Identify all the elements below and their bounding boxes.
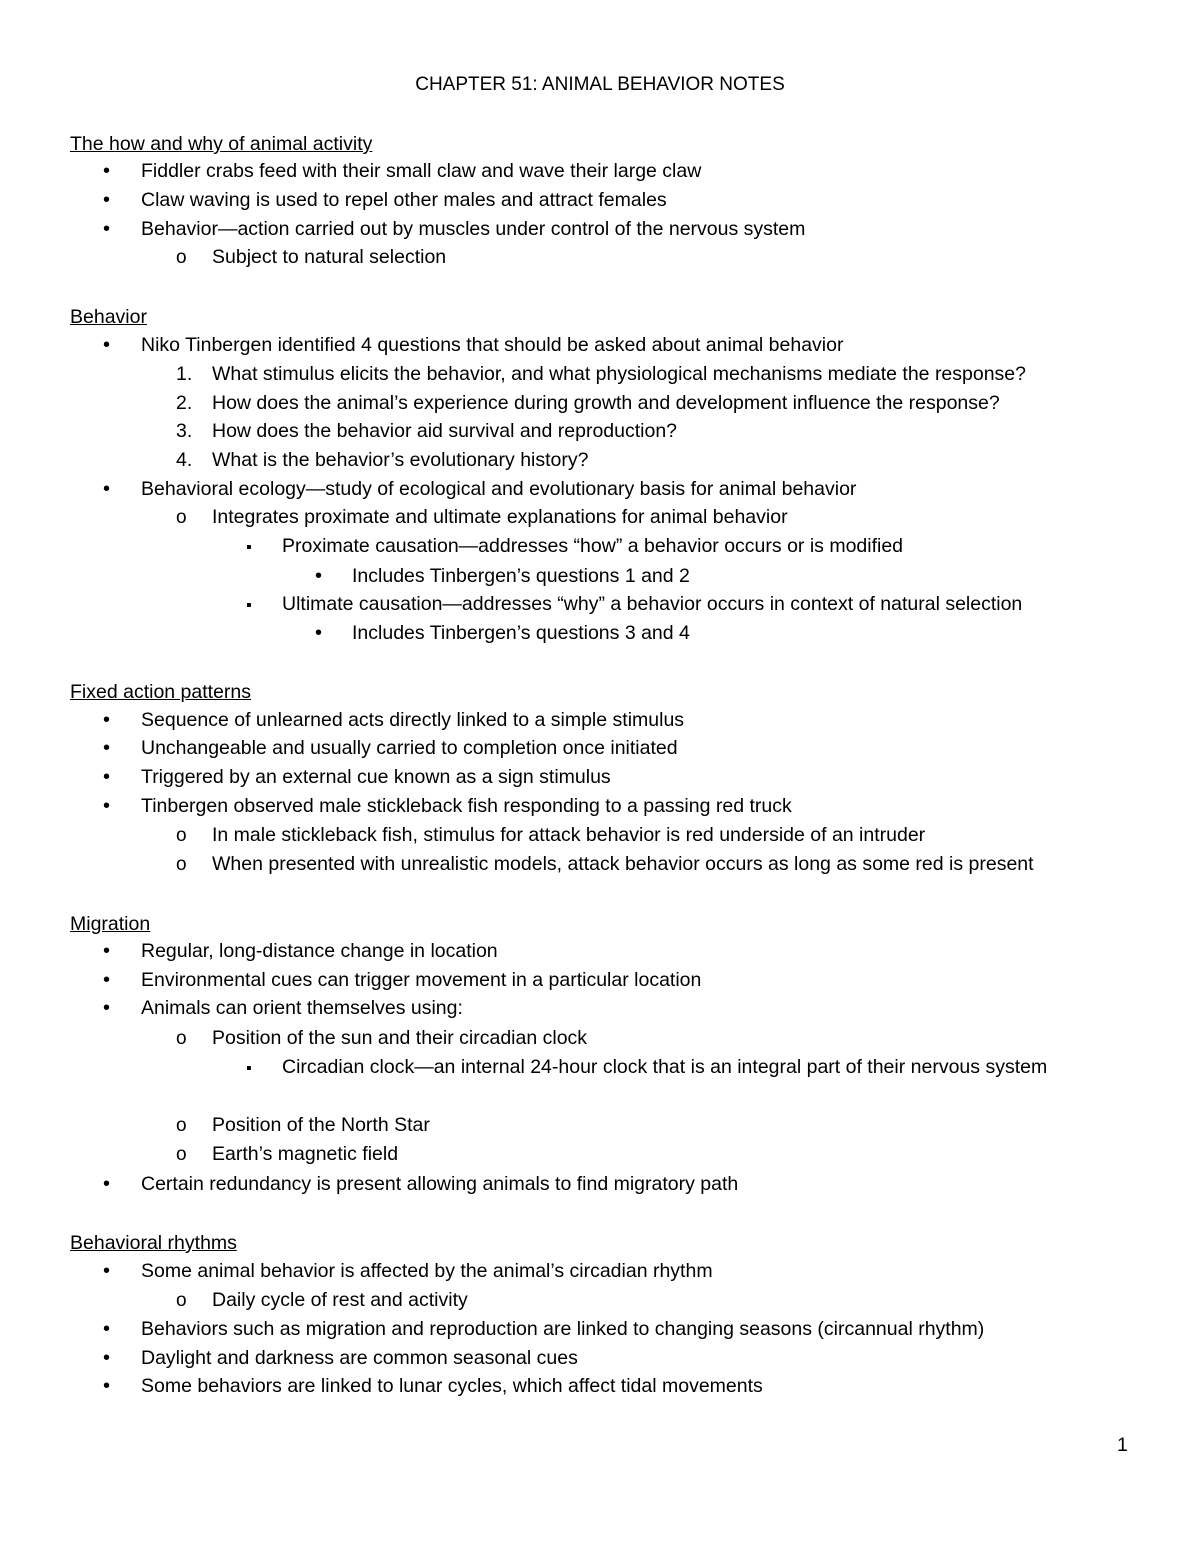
document-page: CHAPTER 51: ANIMAL BEHAVIOR NOTES The how and why of animal activity • Fiddler crabs feed with their small claw and wave their large claw • Claw waving is used to repel other males and attract females • Behavior—action carried out by muscles under control of the nervous system o Subject to natural selection Behavior • Niko Tinbergen identified 4 questions that should be asked about animal behavior 1. What stimulus elicits the behavior, and what physiological mechanisms mediate the response? 2. How does the animal’s experience during growth and development influence the response? 3. How does the behavior aid survival and reproduction? 4. What is the behavior’s evolutionary history? • Behavioral ecology—study of ecological and evolutionary basis for animal behavior o Integrates proximate and ultimate explanations for animal behavior ▪ Proximate causation—addresses “how” a behavior occurs or is modified • Includes Tinbergen’s questions 1 and 2 ▪ Ultimate causation—addresses “why” a behavior occurs in context of natural selection • Includes Tinbergen’s questions 3 and 4 Fixed action patterns • Sequence of unlearned acts directly linked to a simple stimulus • Unchangeable and usually carried to completion once initiated • Triggered by an external cue known as a sign stimulus • Tinbergen observed male stickleback fish responding to a passing red truck o In male stickleback fish, stimulus for attack behavior is red underside of an intruder o When presented with unrealistic models, attack behavior occurs as long as some red is present Migration • Regular, long-distance change in location • Environmental cues can trigger movement in a particular location • Animals can orient themselves using: o Position of the sun and their circadian clock ▪ Circadian clock—an internal 24-hour clock that is an integral part of their nervous system o Position of the North Star o Earth’s magnetic field • Certain redundancy is present allowing animals to find migratory path Behavioral rhythms • Some animal behavior is affected by the animal’s circadian rhythm o Daily cycle of rest and activity • Behaviors such as migration and reproduction are linked to changing seasons (circannual rhythm) • Daylight and darkness are common seasonal cues • Some behaviors are linked to lunar cycles, which affect tidal movements 1	[0, 0, 1200, 1553]
list-item-text-wrapped: Circadian clock—an internal 24-hour clock that is an integral part of their nervous system	[282, 1056, 1048, 1078]
bullet-icon	[103, 1372, 110, 1401]
bullet-icon	[103, 706, 110, 735]
circle-bullet-icon	[176, 243, 187, 274]
square-bullet-icon	[246, 590, 252, 620]
section-heading-how-why: The how and why of animal activity	[70, 133, 373, 155]
bullet-icon	[103, 966, 110, 995]
square-bullet-icon	[246, 532, 252, 562]
bullet-icon	[103, 994, 110, 1023]
circle-bullet-icon	[176, 503, 187, 532]
bullet-icon	[103, 157, 110, 186]
bullet-icon	[315, 562, 322, 591]
section-heading-fixed-action: Fixed action patterns	[70, 681, 252, 703]
circle-bullet-icon	[176, 1024, 187, 1053]
section-heading-behavior: Behavior	[70, 306, 147, 328]
bullet-icon	[103, 763, 110, 792]
bullet-icon	[315, 619, 322, 648]
circle-bullet-icon	[176, 1286, 187, 1315]
bullet-icon	[103, 215, 110, 244]
bullet-icon	[103, 331, 110, 360]
bullet-icon	[103, 475, 110, 504]
circle-bullet-icon	[176, 1140, 187, 1169]
circle-bullet-icon	[176, 1111, 187, 1140]
page-title: CHAPTER 51: ANIMAL BEHAVIOR NOTES	[415, 74, 785, 95]
bullet-icon	[103, 186, 110, 215]
page-number: 1	[1117, 1434, 1128, 1456]
circle-bullet-icon	[176, 821, 187, 850]
section-heading-migration: Migration	[70, 913, 151, 935]
square-bullet-icon	[246, 1053, 252, 1083]
bullet-icon	[103, 1257, 110, 1286]
bullet-icon	[103, 792, 110, 821]
bullet-icon	[103, 734, 110, 763]
bullet-icon	[103, 937, 110, 966]
bullet-icon	[103, 1315, 110, 1344]
circle-bullet-icon	[176, 850, 187, 879]
bullet-icon	[103, 1170, 110, 1199]
section-heading-rhythms: Behavioral rhythms	[70, 1232, 237, 1254]
bullet-icon	[103, 1344, 110, 1373]
